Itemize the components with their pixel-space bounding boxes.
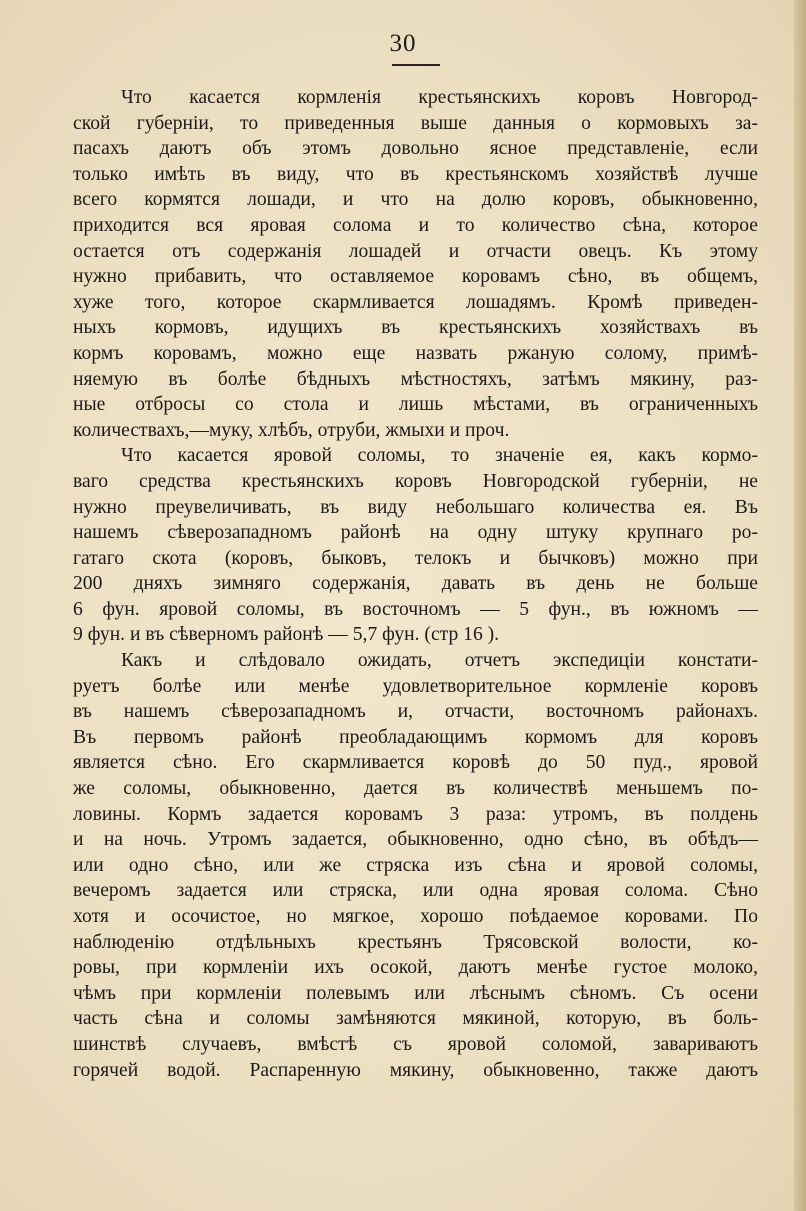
text-line: 200 дняхъ зимняго содержанія, давать въ день не больше (73, 573, 758, 595)
text-line: только имѣть въ виду, что въ крестьянскомъ хозяйствѣ лучше (73, 163, 758, 185)
text-line: нашемъ сѣверозападномъ районѣ на одну штуку крупнаго ро- (73, 522, 758, 544)
text-line: руетъ болѣе или менѣе удовлетворительное кормленіе коровъ (73, 675, 758, 697)
text-line: 6 фун. яровой соломы, въ восточномъ — 5 фун., въ южномъ — (73, 598, 758, 620)
text-line: часть сѣна и соломы замѣняются мякиной, которую, въ боль- (73, 1008, 758, 1030)
text-line: является сѣно. Его скармливается коровѣ до 50 пуд., яровой (73, 752, 758, 774)
text-line: ровы, при кормленіи ихъ осокой, даютъ менѣе густое молоко, (73, 957, 758, 979)
text-line: остается отъ содержанія лошадей и отчасти овецъ. Къ этому (73, 240, 758, 262)
text-line: ные отбросы со стола и лишь мѣстами, въ ограниченныхъ (73, 394, 758, 416)
text-line: Въ первомъ районѣ преобладающимъ кормомъ для коровъ (73, 726, 758, 748)
text-line: и на ночь. Утромъ задается, обыкновенно, одно сѣно, въ обѣдъ— (73, 829, 758, 851)
text-line: всего кормятся лошади, и что на долю коровъ, обыкновенно, (73, 189, 758, 211)
text-line: въ нашемъ сѣверозападномъ и, отчасти, восточномъ районахъ. (73, 701, 758, 723)
page-number: 30 (389, 30, 417, 57)
page-number-rule (392, 64, 440, 66)
text-line: же соломы, обыкновенно, дается въ количествѣ меньшемъ по- (73, 778, 758, 800)
text-line: вечеромъ задается или стряска, или одна яровая солома. Сѣно (73, 880, 758, 902)
text-line: нужно преувеличивать, въ виду небольшаго количества ея. Въ (73, 496, 758, 518)
text-line: ской губерніи, то приведенныя выше данныя о кормовыхъ за- (73, 112, 758, 134)
text-line: или одно сѣно, или же стряска изъ сѣна и яровой соломы, (73, 854, 758, 876)
text-line: количествахъ,—муку, хлѣбъ, отруби, жмыхи и проч. (73, 419, 510, 441)
body-text (73, 85, 758, 1083)
text-line: шинствѣ случаевъ, вмѣстѣ съ яровой соломой, завариваютъ (73, 1033, 758, 1055)
text-line: няемую въ болѣе бѣдныхъ мѣстностяхъ, затѣмъ мякину, раз- (73, 368, 758, 390)
text-line: чѣмъ при кормленіи полевымъ или лѣснымъ сѣномъ. Съ осени (73, 982, 758, 1004)
text-line: 9 фун. и въ сѣверномъ районѣ — 5,7 фун. (стр 16 ). (73, 624, 500, 646)
text-line: ваго средства крестьянскихъ коровъ Новгородской губерніи, не (73, 470, 758, 492)
text-line: нужно прибавить, что оставляемое коровамъ сѣно, въ общемъ, (73, 266, 758, 288)
text-line: Какъ и слѣдовало ожидать, отчетъ экспедиціи констати- (121, 650, 758, 672)
text-line: хуже того, которое скармливается лошадямъ. Кромѣ приведен- (73, 291, 758, 313)
text-line: пасахъ даютъ объ этомъ довольно ясное представленіе, если (73, 138, 758, 160)
text-line: гатаго скота (коровъ, быковъ, телокъ и бычковъ) можно при (73, 547, 758, 569)
text-line: ныхъ кормовъ, идущихъ въ крестьянскихъ хозяйствахъ въ (73, 317, 758, 339)
text-line: Что касается кормленія крестьянскихъ коровъ Новгород- (121, 87, 758, 108)
text-line: приходится вся яровая солома и то количество сѣна, которое (73, 214, 758, 236)
text-line: Что касается яровой соломы, то значеніе ея, какъ кормо- (121, 445, 758, 467)
text-line: наблюденію отдѣльныхъ крестьянъ Трясовской волости, ко- (73, 931, 758, 953)
text-line: ловины. Кормъ задается коровамъ 3 раза: утромъ, въ полдень (73, 803, 758, 825)
text-line: кормъ коровамъ, можно еще назвать ржаную солому, примѣ- (73, 342, 758, 364)
text-line: хотя и осочистое, но мягкое, хорошо поѣдаемое коровами. По (73, 906, 758, 927)
text-line: горячей водой. Распаренную мякину, обыкновенно, также даютъ (73, 1059, 758, 1081)
page-edge (794, 0, 806, 1211)
